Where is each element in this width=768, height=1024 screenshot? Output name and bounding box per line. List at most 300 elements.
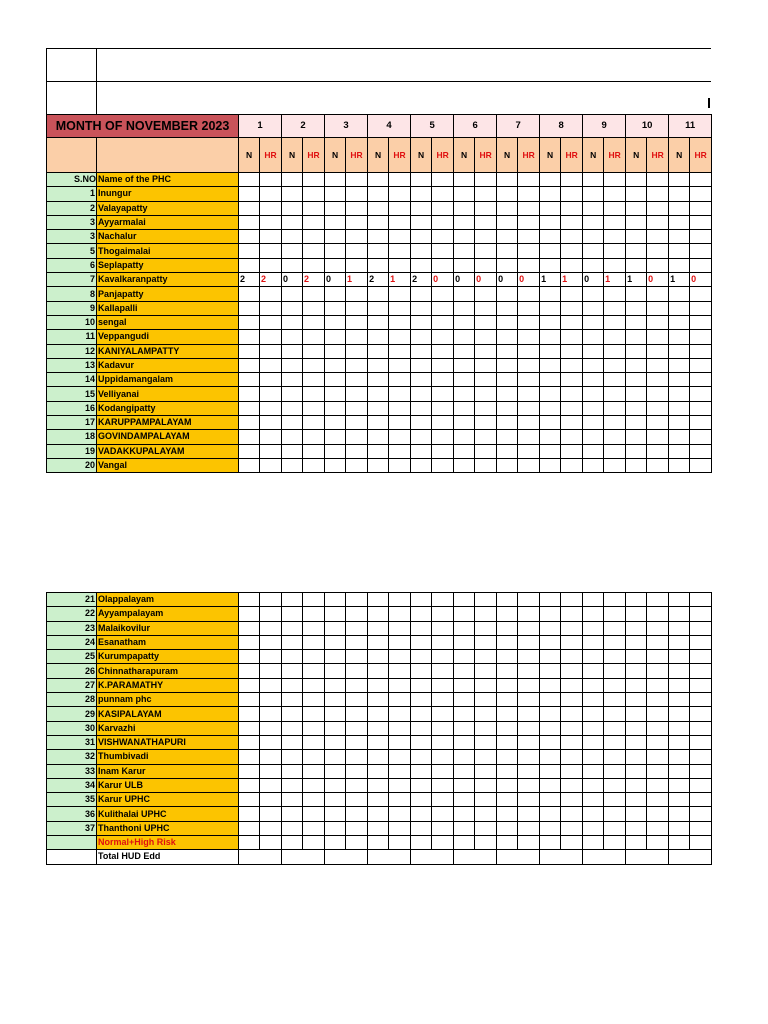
data-cell[interactable]: [282, 735, 303, 749]
data-cell[interactable]: [475, 621, 497, 635]
data-cell[interactable]: [303, 315, 325, 329]
data-cell[interactable]: [454, 215, 475, 229]
data-cell[interactable]: 1: [669, 273, 690, 287]
data-cell[interactable]: [368, 430, 389, 444]
data-cell[interactable]: [583, 750, 604, 764]
data-cell[interactable]: [260, 187, 282, 201]
data-cell[interactable]: [647, 607, 669, 621]
data-cell[interactable]: [561, 836, 583, 850]
total-cell[interactable]: [669, 850, 712, 864]
data-cell[interactable]: [690, 444, 712, 458]
data-cell[interactable]: [583, 458, 604, 472]
data-cell[interactable]: [411, 358, 432, 372]
data-cell[interactable]: [432, 793, 454, 807]
data-cell[interactable]: [346, 621, 368, 635]
data-cell[interactable]: [303, 607, 325, 621]
data-cell[interactable]: [561, 721, 583, 735]
data-cell[interactable]: [432, 807, 454, 821]
data-cell[interactable]: [583, 807, 604, 821]
data-cell[interactable]: [454, 764, 475, 778]
data-cell[interactable]: [518, 444, 540, 458]
data-cell[interactable]: [282, 301, 303, 315]
data-cell[interactable]: [432, 330, 454, 344]
data-cell[interactable]: 0: [647, 273, 669, 287]
data-cell[interactable]: [454, 358, 475, 372]
data-cell[interactable]: 2: [411, 273, 432, 287]
data-cell[interactable]: [389, 344, 411, 358]
data-cell[interactable]: [260, 287, 282, 301]
data-cell[interactable]: [669, 678, 690, 692]
data-cell[interactable]: [690, 173, 712, 187]
data-cell[interactable]: [368, 621, 389, 635]
data-cell[interactable]: [583, 664, 604, 678]
data-cell[interactable]: [303, 664, 325, 678]
data-cell[interactable]: [604, 187, 626, 201]
data-cell[interactable]: [389, 764, 411, 778]
data-cell[interactable]: [518, 607, 540, 621]
data-cell[interactable]: [518, 301, 540, 315]
data-cell[interactable]: [690, 750, 712, 764]
data-cell[interactable]: [561, 821, 583, 835]
data-cell[interactable]: [432, 635, 454, 649]
data-cell[interactable]: 0: [475, 273, 497, 287]
data-cell[interactable]: [411, 330, 432, 344]
data-cell[interactable]: [604, 444, 626, 458]
data-cell[interactable]: [475, 836, 497, 850]
data-cell[interactable]: [583, 215, 604, 229]
data-cell[interactable]: [411, 607, 432, 621]
data-cell[interactable]: 0: [518, 273, 540, 287]
data-cell[interactable]: [647, 373, 669, 387]
data-cell[interactable]: [583, 173, 604, 187]
data-cell[interactable]: [518, 664, 540, 678]
data-cell[interactable]: [368, 707, 389, 721]
data-cell[interactable]: [454, 721, 475, 735]
data-cell[interactable]: [368, 735, 389, 749]
data-cell[interactable]: [583, 821, 604, 835]
data-cell[interactable]: [303, 836, 325, 850]
data-cell[interactable]: [647, 678, 669, 692]
data-cell[interactable]: [346, 707, 368, 721]
data-cell[interactable]: [583, 258, 604, 272]
data-cell[interactable]: [497, 607, 518, 621]
data-cell[interactable]: [540, 187, 561, 201]
data-cell[interactable]: [346, 187, 368, 201]
data-cell[interactable]: [475, 344, 497, 358]
data-cell[interactable]: [346, 301, 368, 315]
data-cell[interactable]: [497, 458, 518, 472]
data-cell[interactable]: [540, 244, 561, 258]
data-cell[interactable]: [368, 807, 389, 821]
data-cell[interactable]: [583, 287, 604, 301]
data-cell[interactable]: [475, 693, 497, 707]
data-cell[interactable]: [583, 230, 604, 244]
data-cell[interactable]: [432, 230, 454, 244]
data-cell[interactable]: [518, 750, 540, 764]
data-cell[interactable]: [454, 344, 475, 358]
data-cell[interactable]: [260, 244, 282, 258]
data-cell[interactable]: [325, 707, 346, 721]
data-cell[interactable]: [475, 635, 497, 649]
data-cell[interactable]: [561, 230, 583, 244]
data-cell[interactable]: [282, 230, 303, 244]
data-cell[interactable]: [389, 678, 411, 692]
data-cell[interactable]: [626, 458, 647, 472]
data-cell[interactable]: [346, 458, 368, 472]
data-cell[interactable]: [604, 430, 626, 444]
data-cell[interactable]: [647, 650, 669, 664]
data-cell[interactable]: [604, 173, 626, 187]
data-cell[interactable]: [626, 430, 647, 444]
data-cell[interactable]: [690, 430, 712, 444]
data-cell[interactable]: [325, 287, 346, 301]
data-cell[interactable]: [346, 778, 368, 792]
data-cell[interactable]: [561, 707, 583, 721]
data-cell[interactable]: [260, 607, 282, 621]
data-cell[interactable]: [583, 678, 604, 692]
data-cell[interactable]: [282, 593, 303, 607]
data-cell[interactable]: [475, 650, 497, 664]
data-cell[interactable]: [303, 215, 325, 229]
data-cell[interactable]: [325, 301, 346, 315]
data-cell[interactable]: [432, 458, 454, 472]
data-cell[interactable]: [518, 387, 540, 401]
data-cell[interactable]: [432, 444, 454, 458]
data-cell[interactable]: [561, 621, 583, 635]
data-cell[interactable]: [647, 201, 669, 215]
data-cell[interactable]: [368, 287, 389, 301]
data-cell[interactable]: [368, 401, 389, 415]
data-cell[interactable]: [647, 750, 669, 764]
data-cell[interactable]: [282, 836, 303, 850]
data-cell[interactable]: [475, 244, 497, 258]
data-cell[interactable]: [346, 635, 368, 649]
data-cell[interactable]: [475, 315, 497, 329]
data-cell[interactable]: [346, 315, 368, 329]
data-cell[interactable]: [346, 807, 368, 821]
data-cell[interactable]: [432, 621, 454, 635]
data-cell[interactable]: [690, 258, 712, 272]
data-cell[interactable]: [540, 750, 561, 764]
data-cell[interactable]: [282, 344, 303, 358]
data-cell[interactable]: [411, 664, 432, 678]
total-cell[interactable]: [282, 850, 325, 864]
data-cell[interactable]: [475, 230, 497, 244]
data-cell[interactable]: [626, 650, 647, 664]
data-cell[interactable]: [669, 764, 690, 778]
data-cell[interactable]: [239, 258, 260, 272]
data-cell[interactable]: [497, 344, 518, 358]
data-cell[interactable]: [303, 416, 325, 430]
data-cell[interactable]: [432, 821, 454, 835]
data-cell[interactable]: [540, 821, 561, 835]
data-cell[interactable]: [626, 315, 647, 329]
total-cell[interactable]: [497, 850, 540, 864]
data-cell[interactable]: [669, 664, 690, 678]
data-cell[interactable]: [583, 187, 604, 201]
data-cell[interactable]: [540, 373, 561, 387]
data-cell[interactable]: [432, 607, 454, 621]
data-cell[interactable]: [389, 201, 411, 215]
data-cell[interactable]: [260, 416, 282, 430]
data-cell[interactable]: [260, 401, 282, 415]
data-cell[interactable]: [411, 344, 432, 358]
data-cell[interactable]: [325, 201, 346, 215]
data-cell[interactable]: [583, 244, 604, 258]
data-cell[interactable]: [583, 707, 604, 721]
data-cell[interactable]: [454, 593, 475, 607]
data-cell[interactable]: [583, 344, 604, 358]
data-cell[interactable]: [647, 764, 669, 778]
data-cell[interactable]: [368, 387, 389, 401]
data-cell[interactable]: [454, 230, 475, 244]
data-cell[interactable]: [411, 693, 432, 707]
data-cell[interactable]: [561, 764, 583, 778]
data-cell[interactable]: [454, 258, 475, 272]
data-cell[interactable]: [389, 287, 411, 301]
data-cell[interactable]: [432, 215, 454, 229]
data-cell[interactable]: [561, 315, 583, 329]
data-cell[interactable]: [303, 173, 325, 187]
data-cell[interactable]: [389, 458, 411, 472]
data-cell[interactable]: [239, 330, 260, 344]
data-cell[interactable]: [368, 258, 389, 272]
data-cell[interactable]: [647, 258, 669, 272]
data-cell[interactable]: [475, 593, 497, 607]
data-cell[interactable]: [497, 301, 518, 315]
data-cell[interactable]: [303, 621, 325, 635]
data-cell[interactable]: [475, 750, 497, 764]
data-cell[interactable]: [604, 821, 626, 835]
data-cell[interactable]: [325, 230, 346, 244]
data-cell[interactable]: 1: [604, 273, 626, 287]
data-cell[interactable]: [561, 215, 583, 229]
data-cell[interactable]: [282, 244, 303, 258]
data-cell[interactable]: [669, 387, 690, 401]
data-cell[interactable]: [454, 821, 475, 835]
data-cell[interactable]: [411, 721, 432, 735]
data-cell[interactable]: [647, 807, 669, 821]
data-cell[interactable]: [303, 707, 325, 721]
data-cell[interactable]: [303, 721, 325, 735]
data-cell[interactable]: [518, 735, 540, 749]
data-cell[interactable]: [626, 301, 647, 315]
data-cell[interactable]: [626, 201, 647, 215]
data-cell[interactable]: [669, 735, 690, 749]
data-cell[interactable]: [239, 735, 260, 749]
data-cell[interactable]: [303, 387, 325, 401]
data-cell[interactable]: [583, 416, 604, 430]
data-cell[interactable]: [561, 401, 583, 415]
data-cell[interactable]: [325, 678, 346, 692]
data-cell[interactable]: [561, 201, 583, 215]
data-cell[interactable]: [368, 301, 389, 315]
data-cell[interactable]: [239, 315, 260, 329]
data-cell[interactable]: [690, 721, 712, 735]
data-cell[interactable]: [239, 793, 260, 807]
data-cell[interactable]: [540, 330, 561, 344]
data-cell[interactable]: [518, 778, 540, 792]
data-cell[interactable]: [604, 358, 626, 372]
data-cell[interactable]: [518, 244, 540, 258]
data-cell[interactable]: [669, 458, 690, 472]
data-cell[interactable]: [239, 344, 260, 358]
data-cell[interactable]: [561, 593, 583, 607]
data-cell[interactable]: [239, 301, 260, 315]
data-cell[interactable]: [454, 458, 475, 472]
data-cell[interactable]: [669, 750, 690, 764]
data-cell[interactable]: [604, 301, 626, 315]
data-cell[interactable]: [540, 173, 561, 187]
data-cell[interactable]: [260, 430, 282, 444]
data-cell[interactable]: [260, 664, 282, 678]
data-cell[interactable]: [669, 707, 690, 721]
data-cell[interactable]: [325, 821, 346, 835]
data-cell[interactable]: [346, 287, 368, 301]
data-cell[interactable]: [282, 664, 303, 678]
data-cell[interactable]: [282, 401, 303, 415]
data-cell[interactable]: [454, 807, 475, 821]
data-cell[interactable]: [475, 258, 497, 272]
data-cell[interactable]: [346, 750, 368, 764]
data-cell[interactable]: [561, 458, 583, 472]
data-cell[interactable]: [497, 401, 518, 415]
data-cell[interactable]: [346, 721, 368, 735]
data-cell[interactable]: [561, 635, 583, 649]
data-cell[interactable]: [368, 315, 389, 329]
data-cell[interactable]: [669, 187, 690, 201]
data-cell[interactable]: [626, 444, 647, 458]
data-cell[interactable]: [475, 735, 497, 749]
data-cell[interactable]: [690, 358, 712, 372]
data-cell[interactable]: [497, 707, 518, 721]
data-cell[interactable]: [239, 244, 260, 258]
data-cell[interactable]: [497, 201, 518, 215]
data-cell[interactable]: [346, 793, 368, 807]
total-cell[interactable]: [239, 850, 282, 864]
data-cell[interactable]: [497, 444, 518, 458]
data-cell[interactable]: [389, 401, 411, 415]
data-cell[interactable]: [669, 287, 690, 301]
data-cell[interactable]: [303, 373, 325, 387]
data-cell[interactable]: [282, 778, 303, 792]
data-cell[interactable]: [454, 778, 475, 792]
data-cell[interactable]: [647, 735, 669, 749]
data-cell[interactable]: [411, 821, 432, 835]
data-cell[interactable]: [583, 635, 604, 649]
data-cell[interactable]: [432, 201, 454, 215]
data-cell[interactable]: [561, 693, 583, 707]
data-cell[interactable]: [389, 793, 411, 807]
data-cell[interactable]: [497, 258, 518, 272]
data-cell[interactable]: [282, 693, 303, 707]
data-cell[interactable]: [518, 764, 540, 778]
data-cell[interactable]: [346, 258, 368, 272]
data-cell[interactable]: [389, 707, 411, 721]
data-cell[interactable]: [260, 258, 282, 272]
data-cell[interactable]: [583, 793, 604, 807]
data-cell[interactable]: [282, 187, 303, 201]
data-cell[interactable]: [239, 187, 260, 201]
data-cell[interactable]: [518, 373, 540, 387]
data-cell[interactable]: [325, 778, 346, 792]
data-cell[interactable]: [454, 678, 475, 692]
data-cell[interactable]: [690, 301, 712, 315]
data-cell[interactable]: [346, 173, 368, 187]
data-cell[interactable]: [260, 593, 282, 607]
data-cell[interactable]: [626, 607, 647, 621]
data-cell[interactable]: [454, 635, 475, 649]
data-cell[interactable]: [454, 173, 475, 187]
data-cell[interactable]: [690, 735, 712, 749]
data-cell[interactable]: [518, 707, 540, 721]
data-cell[interactable]: [303, 330, 325, 344]
data-cell[interactable]: [282, 635, 303, 649]
data-cell[interactable]: [518, 416, 540, 430]
data-cell[interactable]: [282, 458, 303, 472]
data-cell[interactable]: [561, 287, 583, 301]
data-cell[interactable]: [411, 678, 432, 692]
data-cell[interactable]: [626, 821, 647, 835]
data-cell[interactable]: [346, 678, 368, 692]
data-cell[interactable]: [239, 416, 260, 430]
data-cell[interactable]: [239, 635, 260, 649]
data-cell[interactable]: [626, 416, 647, 430]
data-cell[interactable]: [518, 836, 540, 850]
data-cell[interactable]: [518, 621, 540, 635]
data-cell[interactable]: [411, 230, 432, 244]
data-cell[interactable]: [540, 678, 561, 692]
data-cell[interactable]: [411, 315, 432, 329]
data-cell[interactable]: [282, 201, 303, 215]
data-cell[interactable]: [626, 721, 647, 735]
data-cell[interactable]: [411, 707, 432, 721]
data-cell[interactable]: 2: [368, 273, 389, 287]
data-cell[interactable]: [389, 173, 411, 187]
data-cell[interactable]: [497, 215, 518, 229]
data-cell[interactable]: [389, 621, 411, 635]
data-cell[interactable]: [497, 430, 518, 444]
data-cell[interactable]: [669, 416, 690, 430]
data-cell[interactable]: [239, 807, 260, 821]
data-cell[interactable]: [475, 358, 497, 372]
data-cell[interactable]: [368, 678, 389, 692]
data-cell[interactable]: [626, 401, 647, 415]
data-cell[interactable]: [561, 793, 583, 807]
data-cell[interactable]: [626, 707, 647, 721]
data-cell[interactable]: [260, 778, 282, 792]
data-cell[interactable]: [669, 201, 690, 215]
data-cell[interactable]: [497, 735, 518, 749]
data-cell[interactable]: [432, 258, 454, 272]
data-cell[interactable]: [260, 707, 282, 721]
data-cell[interactable]: [260, 373, 282, 387]
data-cell[interactable]: [432, 430, 454, 444]
data-cell[interactable]: [368, 344, 389, 358]
data-cell[interactable]: [346, 401, 368, 415]
data-cell[interactable]: [647, 593, 669, 607]
data-cell[interactable]: [626, 387, 647, 401]
data-cell[interactable]: [561, 258, 583, 272]
data-cell[interactable]: [583, 301, 604, 315]
data-cell[interactable]: [282, 793, 303, 807]
total-cell[interactable]: [411, 850, 454, 864]
data-cell[interactable]: [497, 821, 518, 835]
data-cell[interactable]: [325, 607, 346, 621]
data-cell[interactable]: [561, 187, 583, 201]
data-cell[interactable]: [647, 836, 669, 850]
data-cell[interactable]: 2: [303, 273, 325, 287]
